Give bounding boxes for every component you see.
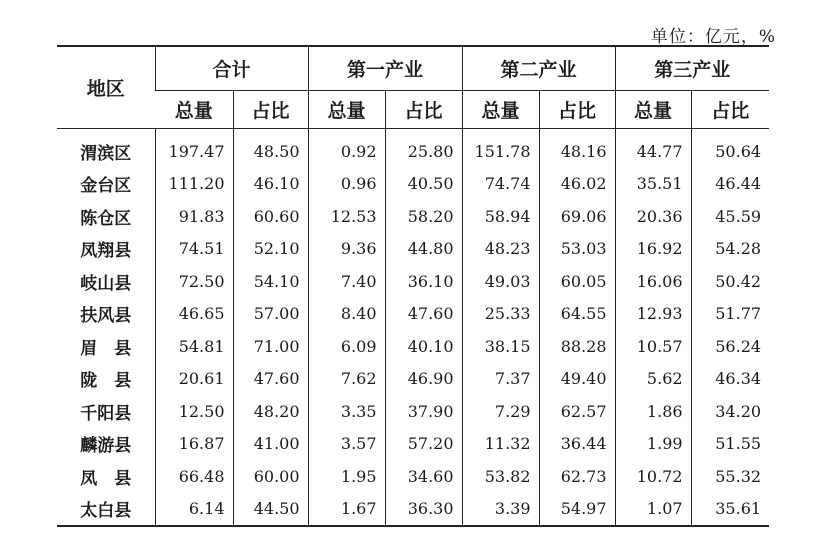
amount-cell: 48.23 [462,233,539,266]
share-cell: 49.40 [539,363,615,396]
share-cell: 48.20 [233,395,308,428]
amount-cell: 12.93 [615,298,691,331]
header-sub-amount: 总量 [155,91,233,129]
share-cell: 48.50 [233,129,308,168]
amount-cell: 7.62 [308,363,385,396]
share-cell: 44.50 [233,493,308,527]
amount-cell: 35.51 [615,168,691,201]
amount-cell: 1.07 [615,493,691,527]
amount-cell: 7.37 [462,363,539,396]
table-body [57,129,769,527]
header-region: 地区 [57,46,155,129]
amount-cell: 46.65 [155,298,233,331]
amount-cell: 1.95 [308,460,385,493]
region-cell: 千阳县 [80,403,132,424]
amount-cell: 16.92 [615,233,691,266]
amount-cell: 1.86 [615,395,691,428]
amount-cell: 6.09 [308,330,385,363]
amount-cell: 16.87 [155,428,233,461]
amount-cell: 6.14 [155,493,233,527]
amount-cell: 49.03 [462,265,539,298]
table-row [57,129,769,168]
header-group-primary: 第一产业 [308,46,462,91]
amount-cell: 91.83 [155,200,233,233]
table-row [57,428,769,461]
share-cell: 45.59 [691,200,769,233]
share-cell: 57.00 [233,298,308,331]
share-cell: 36.44 [539,428,615,461]
amount-cell: 3.39 [462,493,539,527]
amount-cell: 151.78 [462,129,539,168]
share-cell: 47.60 [233,363,308,396]
amount-cell: 8.40 [308,298,385,331]
table-row [57,200,769,233]
share-cell: 64.55 [539,298,615,331]
region-cell: 金台区 [80,176,132,197]
amount-cell: 197.47 [155,129,233,168]
share-cell: 46.34 [691,363,769,396]
amount-cell: 7.29 [462,395,539,428]
share-cell: 54.97 [539,493,615,527]
region-cell: 太白县 [80,501,132,522]
amount-cell: 10.57 [615,330,691,363]
share-cell: 57.20 [385,428,462,461]
share-cell: 60.60 [233,200,308,233]
share-cell: 46.90 [385,363,462,396]
share-cell: 56.24 [691,330,769,363]
amount-cell: 54.81 [155,330,233,363]
amount-cell: 66.48 [155,460,233,493]
amount-cell: 5.62 [615,363,691,396]
amount-cell: 11.32 [462,428,539,461]
amount-cell: 25.33 [462,298,539,331]
amount-cell: 9.36 [308,233,385,266]
share-cell: 34.20 [691,395,769,428]
share-cell: 46.44 [691,168,769,201]
region-cell: 凤 县 [80,468,132,489]
share-cell: 46.10 [233,168,308,201]
amount-cell: 12.53 [308,200,385,233]
share-cell: 53.03 [539,233,615,266]
share-cell: 51.77 [691,298,769,331]
share-cell: 51.55 [691,428,769,461]
header-sub-amount: 总量 [462,91,539,129]
share-cell: 55.32 [691,460,769,493]
table-header [57,46,769,129]
share-cell: 41.00 [233,428,308,461]
table-row [57,460,769,493]
share-cell: 36.10 [385,265,462,298]
amount-cell: 0.92 [308,129,385,168]
data-table-container [57,45,769,527]
amount-cell: 3.57 [308,428,385,461]
header-sub-amount: 总量 [308,91,385,129]
share-cell: 54.10 [233,265,308,298]
share-cell: 58.20 [385,200,462,233]
amount-cell: 20.36 [615,200,691,233]
header-group-total: 合计 [155,46,308,91]
table-row [57,363,769,396]
amount-cell: 1.67 [308,493,385,527]
header-group-tertiary: 第三产业 [615,46,769,91]
share-cell: 69.06 [539,200,615,233]
gdp-structure-table [57,45,769,527]
region-cell: 麟游县 [80,436,132,457]
share-cell: 40.50 [385,168,462,201]
table-row [57,265,769,298]
amount-cell: 58.94 [462,200,539,233]
unit-label: 单位：亿元，% [650,27,776,47]
table-row [57,493,769,527]
amount-cell: 44.77 [615,129,691,168]
amount-cell: 20.61 [155,363,233,396]
share-cell: 25.80 [385,129,462,168]
header-sub-share: 占比 [539,91,615,129]
share-cell: 44.80 [385,233,462,266]
region-cell: 陈仓区 [80,208,132,229]
share-cell: 47.60 [385,298,462,331]
table-row [57,330,769,363]
share-cell: 50.64 [691,129,769,168]
region-cell: 渭滨区 [80,143,132,164]
share-cell: 35.61 [691,493,769,527]
region-cell: 陇 县 [80,371,132,392]
share-cell: 36.30 [385,493,462,527]
region-cell: 扶风县 [80,306,132,327]
amount-cell: 111.20 [155,168,233,201]
amount-cell: 72.50 [155,265,233,298]
amount-cell: 74.74 [462,168,539,201]
share-cell: 40.10 [385,330,462,363]
region-cell: 眉 县 [80,338,132,359]
share-cell: 46.02 [539,168,615,201]
header-sub-share: 占比 [385,91,462,129]
amount-cell: 53.82 [462,460,539,493]
share-cell: 54.28 [691,233,769,266]
table-row [57,233,769,266]
amount-cell: 1.99 [615,428,691,461]
amount-cell: 16.06 [615,265,691,298]
share-cell: 34.60 [385,460,462,493]
amount-cell: 74.51 [155,233,233,266]
header-sub-amount: 总量 [615,91,691,129]
region-cell: 凤翔县 [80,241,132,262]
table-row [57,395,769,428]
table-row [57,298,769,331]
share-cell: 62.73 [539,460,615,493]
header-sub-share: 占比 [691,91,769,129]
amount-cell: 0.96 [308,168,385,201]
amount-cell: 12.50 [155,395,233,428]
header-group-secondary: 第二产业 [462,46,615,91]
share-cell: 60.00 [233,460,308,493]
amount-cell: 10.72 [615,460,691,493]
share-cell: 37.90 [385,395,462,428]
share-cell: 88.28 [539,330,615,363]
share-cell: 60.05 [539,265,615,298]
amount-cell: 38.15 [462,330,539,363]
table-row [57,168,769,201]
header-sub-share: 占比 [233,91,308,129]
amount-cell: 7.40 [308,265,385,298]
amount-cell: 3.35 [308,395,385,428]
share-cell: 52.10 [233,233,308,266]
share-cell: 62.57 [539,395,615,428]
region-cell: 岐山县 [80,273,132,294]
share-cell: 50.42 [691,265,769,298]
share-cell: 48.16 [539,129,615,168]
share-cell: 71.00 [233,330,308,363]
